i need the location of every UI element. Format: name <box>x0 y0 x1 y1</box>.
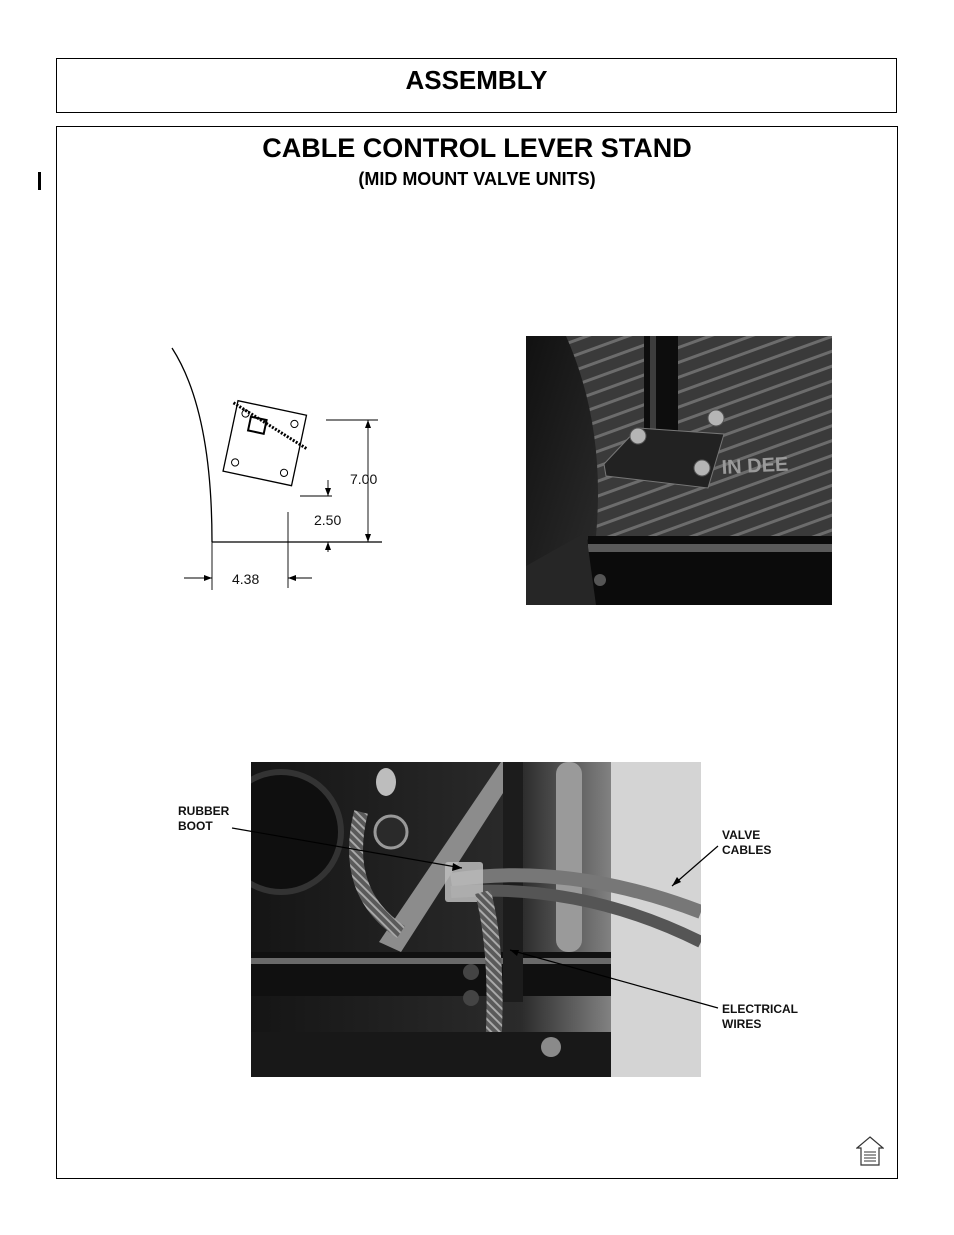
callout-line: ELECTRICAL <box>722 1002 798 1016</box>
dim-2-50-label: 2.50 <box>314 512 342 528</box>
callout-line: CABLES <box>722 843 772 857</box>
callout-line: VALVE <box>722 828 761 842</box>
callout-line: BOOT <box>178 819 213 833</box>
section-title: CABLE CONTROL LEVER STAND <box>262 133 692 163</box>
svg-text:IN DEE: IN DEE <box>721 453 789 479</box>
rubber-boot-callout <box>178 804 229 834</box>
page-title: ASSEMBLY <box>405 65 548 95</box>
callout-line: WIRES <box>722 1017 762 1031</box>
valve-cables-callout <box>722 828 771 858</box>
callout-line: RUBBER <box>178 804 230 818</box>
section-subtitle: (MID MOUNT VALVE UNITS) <box>358 169 596 189</box>
dim-7-00-label: 7.00 <box>350 471 378 487</box>
home-icon[interactable] <box>856 1136 884 1166</box>
dim-4-38-label: 4.38 <box>232 571 260 587</box>
electrical-wires-callout <box>722 1002 798 1032</box>
